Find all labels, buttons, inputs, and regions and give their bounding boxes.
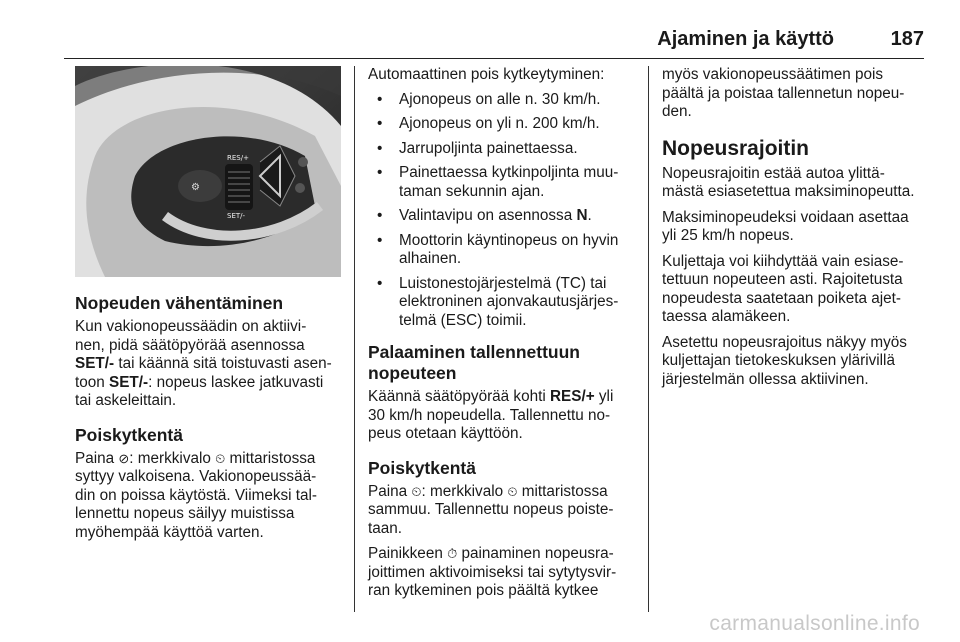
list-item: • Valintavipu on asennossa N. [368,207,634,226]
heading-speed-limiter: Nopeusrajoitin [662,136,810,160]
paragraph-switch-off-2: Paina ⏲: merkkivalo ⏲ mittaristossa sammuu. Tallennettu nopeus poiste- taan. [368,482,614,537]
cruise-indicator-icon: ⏲ [411,483,422,499]
page-title: Ajaminen ja käyttö [657,28,834,50]
paragraph-limiter-2: Maksiminopeudeksi voidaan asettaa yli 25 km/h nopeus. [662,208,909,244]
paragraph-return-speed: Käännä säätöpyörää kohti RES/+ yli 30 km/h nopeudella. Tallennettu no- peus otetaan käyttöön. [368,388,614,442]
list-item: • Luistonestojärjestelmä (TC) tai elektroninen ajonvakautusjärjes- telmä (ESC) toimii. [368,275,634,331]
page-number: 187 [890,28,924,50]
auto-off-list [368,91,634,331]
steering-wheel-photo [75,66,341,277]
list-item: • Ajonopeus on yli n. 200 km/h. [368,115,634,134]
paragraph-switch-off: Paina ⊘: merkkivalo ⏲ mittaristossa syttyy valkoisena. Vakionopeussää- din on poissa käytöstä. Viimeksi tal- lennettu nopeus säilyy muistissa myöhempää käyttöä varten. [75,449,318,541]
paragraph-limiter-button: Painikkeen ⏱ painaminen nopeusra- joittimen aktivoimiseksi tai sytytysvir- ran kytkeminen pois päältä kytkee [368,545,617,599]
speed-limiter-icon: ⏱ [447,546,458,561]
heading-switch-off-2: Poiskytkentä [368,457,476,478]
column-divider-2 [648,66,649,612]
column-2 [368,66,634,608]
list-item: • Ajonopeus on alle n. 30 km/h. [368,91,634,110]
set-label: SET/- [227,212,246,220]
heading-slow-down: Nopeuden vähentäminen [75,293,284,313]
auto-off-intro: Automaattinen pois kytkeytyminen: [368,66,605,83]
list-item: • Jarrupoljinta painettaessa. [368,140,634,159]
cruise-indicator-icon: ⏲ [507,483,518,499]
column-3 [662,66,932,396]
watermark: carmanualsonline.info [709,612,920,635]
paragraph-limiter-1: Nopeusrajoitin estää autoa ylittä- mästä esiasetettua maksiminopeutta. [662,164,915,200]
list-item: • Moottorin käyntinopeus on hyvin alhainen. [368,232,634,269]
heading-return-speed: Palaaminen tallennettuun nopeuteen [368,342,580,383]
paragraph-limiter-4: Asetettu nopeusrajoitus näkyy myös kuljettajan tietokeskuksen ylärivillä järjestelmän ollessa aktiivinen. [662,333,907,388]
cruise-indicator-icon: ⏲ [215,450,226,466]
svg-text:⚙: ⚙ [191,182,200,193]
paragraph-limiter-3: Kuljettaja voi kiihdyttää vain esiase- tettuun nopeuteen asti. Rajoitetusta nopeudesta saatetaan poiketa ajet- taessa alamäkeen. [662,252,904,325]
paragraph-slow-down: Kun vakionopeussäädin on aktiivi- nen, pidä säätöpyörää asennossa SET/- tai käännä sitä toistuvasti asen- toon SET/-: nopeus laskee jatkuvasti tai askeleittain. [75,318,332,409]
cruise-off-button-icon: ⊘ [118,450,130,466]
res-label: RES/+ [227,154,249,162]
column-divider-1 [354,66,355,612]
paragraph-continued: myös vakionopeussäätimen pois päältä ja poistaa tallennetun nopeu- den. [662,66,905,120]
heading-switch-off: Poiskytkentä [75,424,183,445]
page-header [64,20,924,59]
list-item: • Painettaessa kytkinpoljinta muu- taman sekunnin ajan. [368,164,634,201]
column-1 [75,66,341,549]
steering-wheel-illustration [75,66,341,277]
